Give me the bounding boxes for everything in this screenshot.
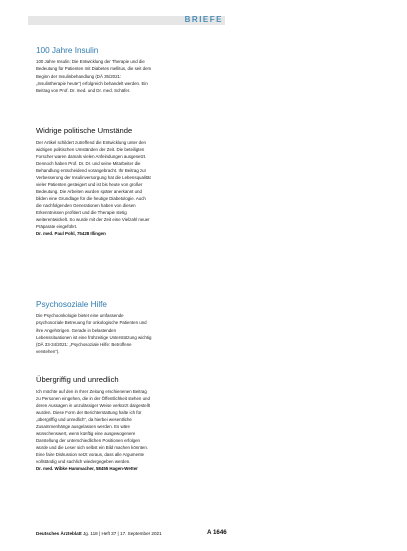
letter-body: Der Artikel schildert zutreffend die Entwicklung unter den widrigen politischen Umständen der Zeit. Die beteiligten Forscher waren damals vielen Anfeindungen ausgesetzt. Dennoch haben Prof. Dr. Dr. und seine Mitarbeiter die Behandlung entscheidend vorangebracht. Ihr Beitrag zur Verbesserung der Insulinversorgung hat die Lebensqualität vieler Patienten gesteigert und ist bis heute von großer Bedeutung. Die Arbeiten wurden später anerkannt und bilden eine Grundlage für die heutige Diabetologie. Auch die nachfolgenden Generationen haben von diesen Erkenntnissen profitiert und die Therapie stetig weiterentwickelt. So wurde mit der Zeit eine Vielzahl neuer Präparate eingeführt. [36,139,151,230]
letter-heading: Psychosoziale Hilfe [36,300,107,309]
letter-heading: Widrige politische Umstände [36,126,133,135]
letter-widrige-umstaende [36,127,152,237]
page-number-text: A 1646 [207,529,227,536]
letter-heading: Übergriffig und unredlich [36,375,119,384]
letter-signature: Dr. med. Wibke Hammacher, 58455 Hagen-Wetter [36,466,138,472]
letter-signature: Dr. med. Paul Pohl, 75428 Illingen [36,231,106,237]
letter-body: Die Psychoonkologie bietet eine umfassende psychosoziale Betreuung für onkologische Patienten und ihre Angehörigen. Gerade in belastenden Lebenssituationen ist eine frühzeitige Unterstützung wichtig (DÄ 33-34/2021: „Psychosoziale Hilfe: Betroffene verstehen“). [36,313,152,354]
letter-uebergriffig [36,376,152,472]
issue-info: Jg. 118 | Heft 37 | 17. September 2021 [82,531,162,536]
section-label: BRIEFE [184,15,223,24]
footer-citation [36,531,162,536]
letter-psychosoziale-hilfe [36,300,152,355]
letter-heading: 100 Jahre Insulin [36,46,99,55]
letter-body: 100 Jahre Insulin: Die Entwicklung der Therapie und die Bedeutung für Patienten mit Diabetes mellitus, die seit dem Beginn der Insulinbehandlung (DÄ 35/2021: „Insulintherapie heute“) erfolgreich behandelt werden. Ein Beitrag von Prof. Dr. med. und Dr. med. Schäfer. [36,59,152,93]
page-number [207,529,227,536]
journal-name: Deutsches Ärzteblatt [36,531,82,536]
letter-body: Ich möchte auf den in Ihrer Zeitung erschienenen Beitrag zu Personen eingehen, die in der Öffentlichkeit stehen und deren Aussagen in unzulässiger Weise verkürzt dargestellt wurden. Diese Form der Berichterstattung halte ich für „übergriffig und unredlich“, da hierbei wesentliche Zusammenhänge ausgelassen werden. Es wäre wünschenswert, wenn künftig eine ausgewogenere Darstellung der unterschiedlichen Positionen erfolgen würde und die Leser sich selbst ein Bild machen könnten. Eine faire Diskussion setzt voraus, dass alle Argumente vollständig und sachlich wiedergegeben werden. [36,388,150,465]
letter-insulin [36,46,152,94]
